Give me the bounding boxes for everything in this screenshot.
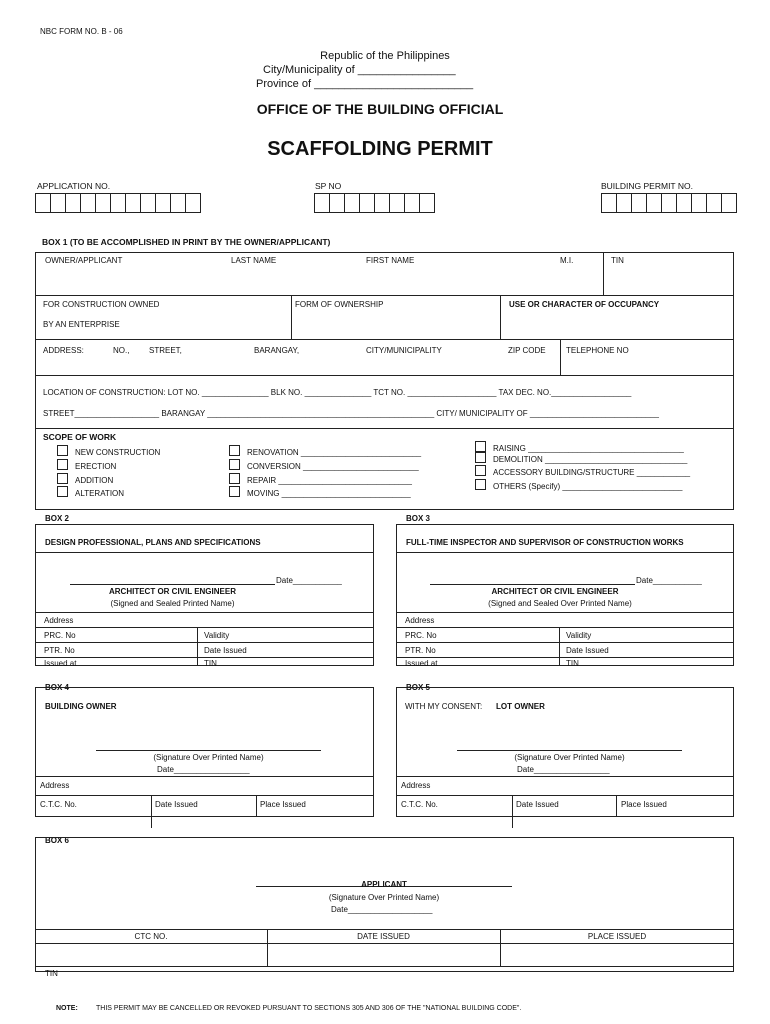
scope-title: SCOPE OF WORK xyxy=(43,432,117,442)
others-checkbox[interactable] xyxy=(475,479,486,490)
scope-label: NEW CONSTRUCTION xyxy=(75,448,161,457)
scope-label: ACCESSORY BUILDING/STRUCTURE ____________ xyxy=(493,468,691,477)
box5-signature-caption: (Signature Over Printed Name) xyxy=(514,753,625,762)
box6-signature-caption: (Signature Over Printed Name) xyxy=(328,893,440,902)
box4-signature-caption: (Signature Over Printed Name) xyxy=(153,753,264,762)
address-no-label: NO., xyxy=(113,346,130,355)
box4-label: BOX 4 xyxy=(45,683,70,692)
box5-consent-label: WITH MY CONSENT: xyxy=(405,702,483,711)
box4-heading: BUILDING OWNER xyxy=(45,702,117,711)
application-no-label: APPLICATION NO. xyxy=(37,181,111,191)
by-enterprise-label: BY AN ENTERPRISE xyxy=(43,320,120,329)
barangay-label: BARANGAY, xyxy=(254,346,300,355)
box4-place-issued-label: Place Issued xyxy=(260,800,306,809)
box2-validity-label: Validity xyxy=(204,631,230,640)
location-line: LOCATION OF CONSTRUCTION: LOT NO. _______________ BLK NO. _______________ TCT NO. ____________________ TAX DEC. NO.__________________ xyxy=(43,388,632,397)
box3-date-issued-label: Date Issued xyxy=(566,646,609,655)
box3-address-label: Address xyxy=(405,616,435,625)
box2-issued-at-label: Issued at xyxy=(44,659,77,668)
city-line: City/Municipality of ________________ xyxy=(263,64,456,76)
scope-label: RAISING ___________________________________ xyxy=(493,444,684,453)
demolition-checkbox[interactable] xyxy=(475,452,486,463)
page-title: SCAFFOLDING PERMIT xyxy=(267,138,493,160)
box4-date: Date_________________ xyxy=(157,765,250,774)
sp-no-field[interactable] xyxy=(314,193,435,213)
telephone-label: TELEPHONE NO xyxy=(566,346,629,355)
tin-label: TIN xyxy=(611,256,624,265)
box3-date: Date___________ xyxy=(636,576,702,585)
scope-label: ALTERATION xyxy=(75,489,125,498)
box2-ptr-label: PTR. No xyxy=(44,646,75,655)
sp-no-label: SP NO xyxy=(315,181,342,191)
box3-issued-at-label: Issued at xyxy=(405,659,438,668)
box2-address-label: Address xyxy=(44,616,74,625)
use-character-label: USE OR CHARACTER OF OCCUPANCY xyxy=(509,300,660,309)
box5-address-label: Address xyxy=(401,781,431,790)
first-name-label: FIRST NAME xyxy=(366,256,415,265)
mi-label: M.I. xyxy=(560,256,574,265)
scope-label: MOVING _____________________________ xyxy=(247,489,411,498)
owner-applicant-label: OWNER/APPLICANT xyxy=(45,256,123,265)
zip-code-label: ZIP CODE xyxy=(508,346,546,355)
box1-heading: BOX 1 (TO BE ACCOMPLISHED IN PRINT BY THE OWNER/APPLICANT) xyxy=(42,237,331,247)
box5-date-issued-label: Date Issued xyxy=(516,800,559,809)
street-label: STREET, xyxy=(149,346,182,355)
note-label: NOTE: xyxy=(56,1005,78,1012)
box6-role: APPLICANT xyxy=(361,880,407,889)
box2-date-issued-label: Date Issued xyxy=(204,646,247,655)
box6-label: BOX 6 xyxy=(45,836,70,845)
erection-checkbox[interactable] xyxy=(57,459,68,470)
box3-tin-label: TIN xyxy=(566,659,579,668)
note-text: THIS PERMIT MAY BE CANCELLED OR REVOKED PURSUANT TO SECTIONS 305 AND 306 OF THE "NATIONAL BUILDING CODE". xyxy=(96,1005,522,1012)
last-name-label: LAST NAME xyxy=(231,256,277,265)
alteration-checkbox[interactable] xyxy=(57,486,68,497)
box6-date: Date___________________ xyxy=(331,905,433,914)
renovation-checkbox[interactable] xyxy=(229,445,240,456)
box3-label: BOX 3 xyxy=(406,514,431,523)
box4-date-issued-label: Date Issued xyxy=(155,800,198,809)
form-number: NBC FORM NO. B - 06 xyxy=(40,27,123,36)
box3-heading: FULL-TIME INSPECTOR AND SUPERVISOR OF CONSTRUCTION WORKS xyxy=(406,538,684,547)
box5-place-issued-label: Place Issued xyxy=(621,800,667,809)
moving-checkbox[interactable] xyxy=(229,486,240,497)
scope-label: ERECTION xyxy=(75,462,117,471)
box6-date-issued-label: DATE ISSUED xyxy=(357,932,410,941)
address-label: ADDRESS: xyxy=(43,346,84,355)
scope-label: OTHERS (Specify) ___________________________ xyxy=(493,482,683,491)
box4-ctc-label: C.T.C. No. xyxy=(40,800,77,809)
box5-date: Date_________________ xyxy=(517,765,610,774)
scope-label: CONVERSION __________________________ xyxy=(247,462,419,471)
box3-role: ARCHITECT OR CIVIL ENGINEER xyxy=(491,587,619,596)
scope-label: REPAIR ______________________________ xyxy=(247,476,412,485)
box3-validity-label: Validity xyxy=(566,631,592,640)
box4-address-label: Address xyxy=(40,781,70,790)
box5-label: BOX 5 xyxy=(406,683,431,692)
box2-prc-label: PRC. No xyxy=(44,631,76,640)
box5-ctc-label: C.T.C. No. xyxy=(401,800,438,809)
conversion-checkbox[interactable] xyxy=(229,459,240,470)
scope-label: ADDITION xyxy=(75,476,114,485)
box3-signature-caption: (Signed and Sealed Over Printed Name) xyxy=(488,599,632,608)
box6-tin-label: TIN xyxy=(45,969,58,978)
application-no-field[interactable] xyxy=(35,193,201,213)
raising-checkbox[interactable] xyxy=(475,441,486,452)
box2-label: BOX 2 xyxy=(45,514,70,523)
box2-role: ARCHITECT OR CIVIL ENGINEER xyxy=(109,587,236,596)
scope-label: DEMOLITION ________________________________ xyxy=(493,455,688,464)
box3-ptr-label: PTR. No xyxy=(405,646,436,655)
box5-lot-owner-label: LOT OWNER xyxy=(496,702,545,711)
box2-tin-label: TIN xyxy=(204,659,217,668)
new-construction-checkbox[interactable] xyxy=(57,445,68,456)
form-ownership-label: FORM OF OWNERSHIP xyxy=(295,300,384,309)
scope-label: RENOVATION ___________________________ xyxy=(247,448,422,457)
building-permit-no-field[interactable] xyxy=(601,193,737,213)
box2-signature-caption: (Signed and Sealed Printed Name) xyxy=(110,599,235,608)
accessory-building-checkbox[interactable] xyxy=(475,465,486,476)
office-title: OFFICE OF THE BUILDING OFFICIAL xyxy=(256,101,504,117)
box6-ctc-label: CTC NO. xyxy=(134,932,168,941)
repair-checkbox[interactable] xyxy=(229,473,240,484)
building-permit-no-label: BUILDING PERMIT NO. xyxy=(601,181,693,191)
addition-checkbox[interactable] xyxy=(57,473,68,484)
box6-place-issued-label: PLACE ISSUED xyxy=(587,932,647,941)
republic-line: Republic of the Philippines xyxy=(320,50,450,62)
city-municipality-label: CITY/MUNICIPALITY xyxy=(366,346,442,355)
province-line: Province of __________________________ xyxy=(256,78,474,90)
street-line: STREET___________________ BARANGAY ___________________________________________________ CITY/ MUNICIPALITY OF _____________________________ xyxy=(43,409,659,418)
box2-heading: DESIGN PROFESSIONAL, PLANS AND SPECIFICATIONS xyxy=(45,538,261,547)
box2-date: Date___________ xyxy=(276,576,342,585)
box3-prc-label: PRC. No xyxy=(405,631,437,640)
for-construction-label: FOR CONSTRUCTION OWNED xyxy=(43,300,160,309)
